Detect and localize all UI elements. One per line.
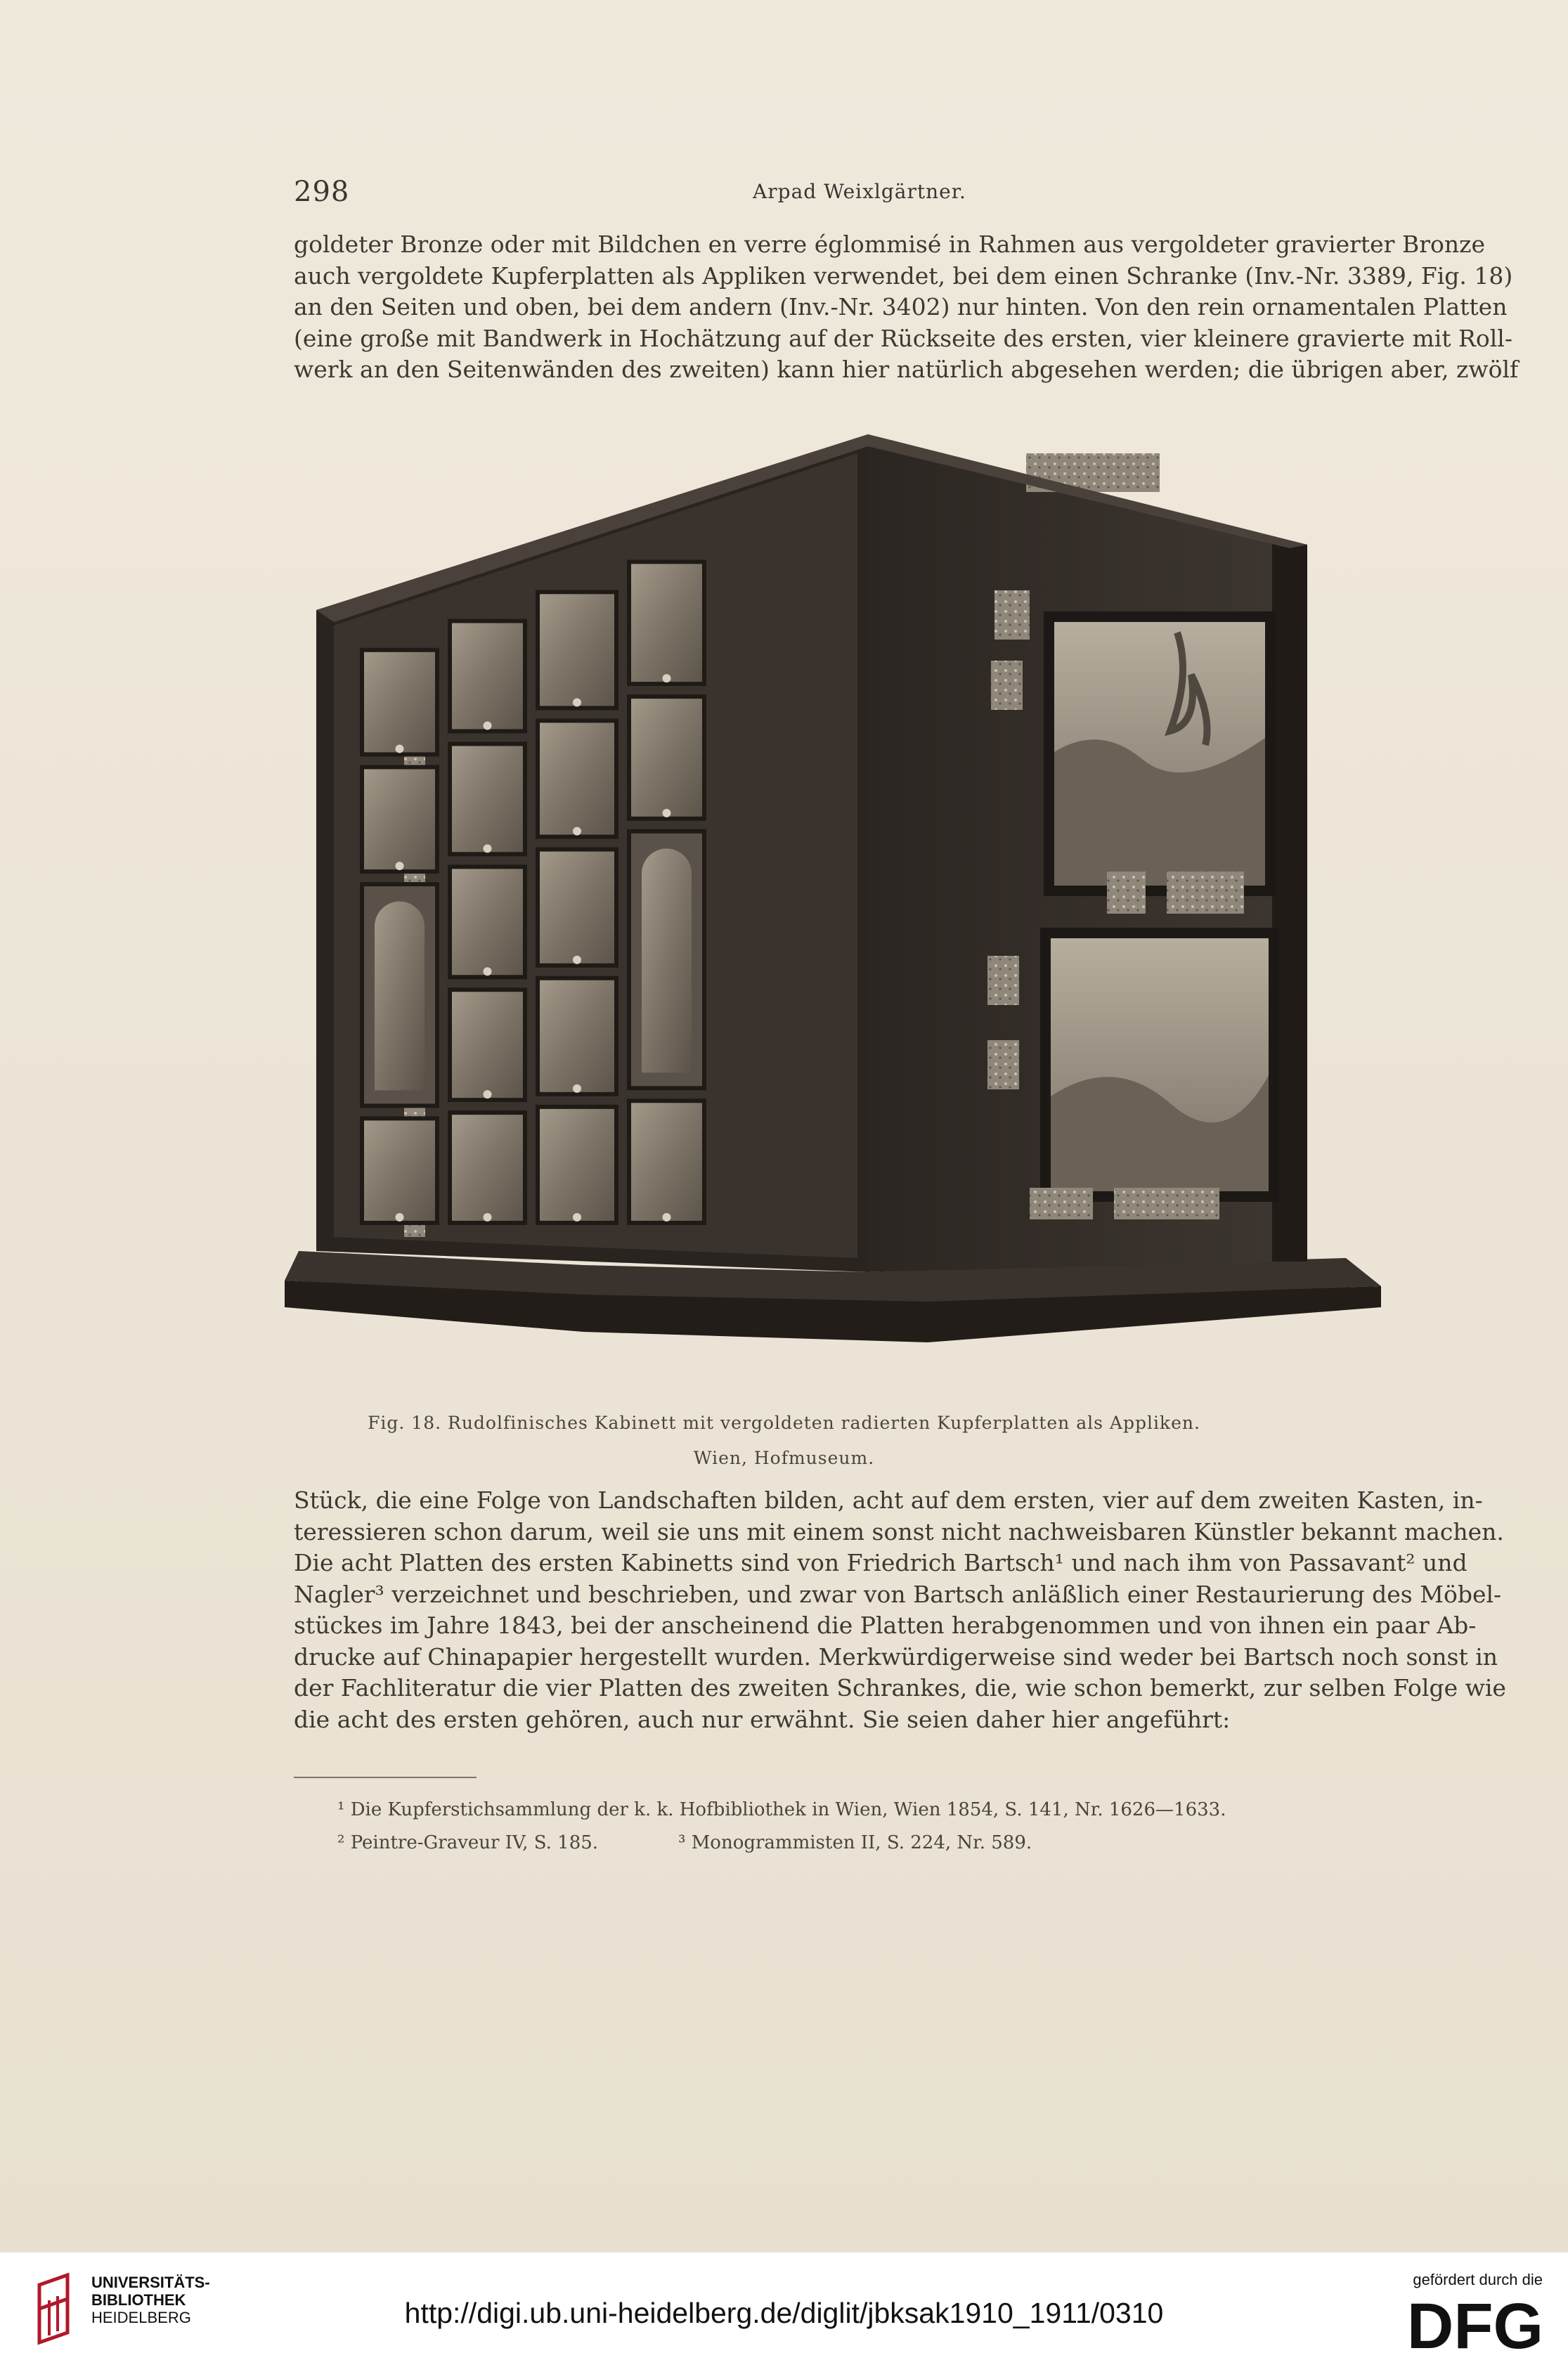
text-line: Die acht Platten des ersten Kabinetts sind von Friedrich Bartsch¹ und nach ihm von Passavant² und xyxy=(294,1549,1467,1576)
text-line: drucke auf Chinapapier hergestellt wurden. Merkwürdigerweise sind weder bei Bartsch noch sonst in xyxy=(294,1642,1498,1671)
text-line: werk an den Seitenwänden des zweiten) kann hier natürlich abgesehen werden; die übrigen aber, zwölf xyxy=(294,356,1519,383)
text-line: (eine große mit Bandwerk in Hochätzung auf der Rückseite des ersten, vier kleinere gravierte mit Roll- xyxy=(294,324,1513,352)
drawer-knob xyxy=(396,1213,404,1221)
text-line: die acht des ersten gehören, auch nur erwähnt. Sie seien daher hier angeführt: xyxy=(294,1705,1231,1733)
drawer-panel xyxy=(450,1113,525,1223)
drawer-panel xyxy=(538,592,616,708)
text-line: an den Seiten und oben, bei dem andern (Inv.-Nr. 3402) nur hinten. Von den rein ornamentalen Platten xyxy=(294,293,1508,320)
drawer-knob xyxy=(573,827,581,836)
drawer-knob xyxy=(484,1090,492,1098)
drawer-panel xyxy=(450,990,525,1100)
library-name-line: UNIVERSITÄTS- xyxy=(91,2274,210,2291)
drawer-knob xyxy=(573,956,581,964)
drawer-panel xyxy=(629,696,704,819)
drawer-panel xyxy=(538,978,616,1094)
figure-credit: Wien, Hofmuseum. xyxy=(693,1448,875,1468)
drawer-knob xyxy=(484,1213,492,1221)
drawer-panel xyxy=(538,850,616,966)
drawer-panel xyxy=(450,867,525,977)
drawer-panel xyxy=(362,650,437,755)
drawer-panel xyxy=(629,1101,704,1223)
viewer-footer xyxy=(0,2253,1568,2372)
library-name-line: HEIDELBERG xyxy=(91,2309,191,2326)
footnote-2: ² Peintre-Graveur IV, S. 185. xyxy=(337,1832,599,1853)
text-line: Stück, die eine Folge von Landschaften bilden, acht auf dem ersten, vier auf dem zweiten Kasten, in- xyxy=(294,1486,1483,1514)
text-line: der Fachliteratur die vier Platten des zweiten Schrankes, die, wie schon bemerkt, zur selben Folge wie xyxy=(294,1674,1506,1702)
drawer-knob xyxy=(396,862,404,870)
paragraph-top xyxy=(294,229,1519,386)
drawer-knob xyxy=(484,721,492,730)
drawer-panel xyxy=(362,1118,437,1223)
text-line: teressieren schon darum, weil sie uns mit einem sonst nicht nachweisbaren Künstler bekannt machen. xyxy=(294,1517,1504,1545)
text-line: goldeter Bronze oder mit Bildchen en verre églommisé in Rahmen aus vergoldeter gravierter Bronze xyxy=(294,231,1486,258)
drawer-panel xyxy=(362,767,437,871)
funding-text: gefördert durch die xyxy=(1413,2271,1543,2288)
text-line: stückes im Jahre 1843, bei der anscheinend die Platten herabgenommen und von ihnen ein paar Ab- xyxy=(294,1612,1477,1639)
drawer-panel xyxy=(629,562,704,684)
footnote-3: ³ Monogrammisten II, S. 224, Nr. 589. xyxy=(678,1832,1032,1853)
drawer-knob xyxy=(663,674,671,682)
page-header xyxy=(294,176,1425,218)
drawer-knob xyxy=(663,1213,671,1221)
drawer-knob xyxy=(573,1213,581,1221)
paragraph-bottom xyxy=(294,1485,1506,1735)
drawer-knob xyxy=(573,698,581,706)
cabinet-photograph xyxy=(285,422,1388,1392)
library-name-line: BIBLIOTHEK xyxy=(91,2291,186,2309)
page-number: 298 xyxy=(294,176,350,208)
drawer-panel xyxy=(538,720,616,836)
text-line: Nagler³ verzeichnet und beschrieben, und zwar von Bartsch anläßlich einer Restaurierung des Möbel- xyxy=(294,1580,1502,1608)
footnote-1: ¹ Die Kupferstichsammlung der k. k. Hofbibliothek in Wien, Wien 1854, S. 141, Nr. 1626—1633. xyxy=(337,1799,1226,1820)
text-line: auch vergoldete Kupferplatten als Appliken verwendet, bei dem einen Schranke (Inv.-Nr. 3389, Fig. 18) xyxy=(294,261,1513,290)
figure-caption: Fig. 18. Rudolfinisches Kabinett mit vergoldeten radierten Kupferplatten als Appliken. xyxy=(368,1413,1200,1433)
footnote-divider xyxy=(294,1777,477,1778)
drawer-knob xyxy=(663,809,671,817)
arched-niche xyxy=(642,848,692,1072)
dfg-logo-text: DFG xyxy=(1406,2293,1544,2357)
drawer-panel xyxy=(538,1107,616,1223)
drawer-knob xyxy=(484,844,492,853)
drawer-knob xyxy=(396,744,404,753)
running-head: Arpad Weixlgärtner. xyxy=(753,180,966,203)
arched-niche xyxy=(375,902,425,1091)
drawer-panel xyxy=(450,621,525,732)
drawer-panel xyxy=(450,744,525,854)
drawer-knob xyxy=(573,1084,581,1093)
dfg-logo xyxy=(1405,2293,1546,2357)
permalink-url[interactable]: http://digi.ub.uni-heidelberg.de/diglit/jbksak1910_1911/0310 xyxy=(404,2297,1164,2329)
drawer-knob xyxy=(484,967,492,976)
